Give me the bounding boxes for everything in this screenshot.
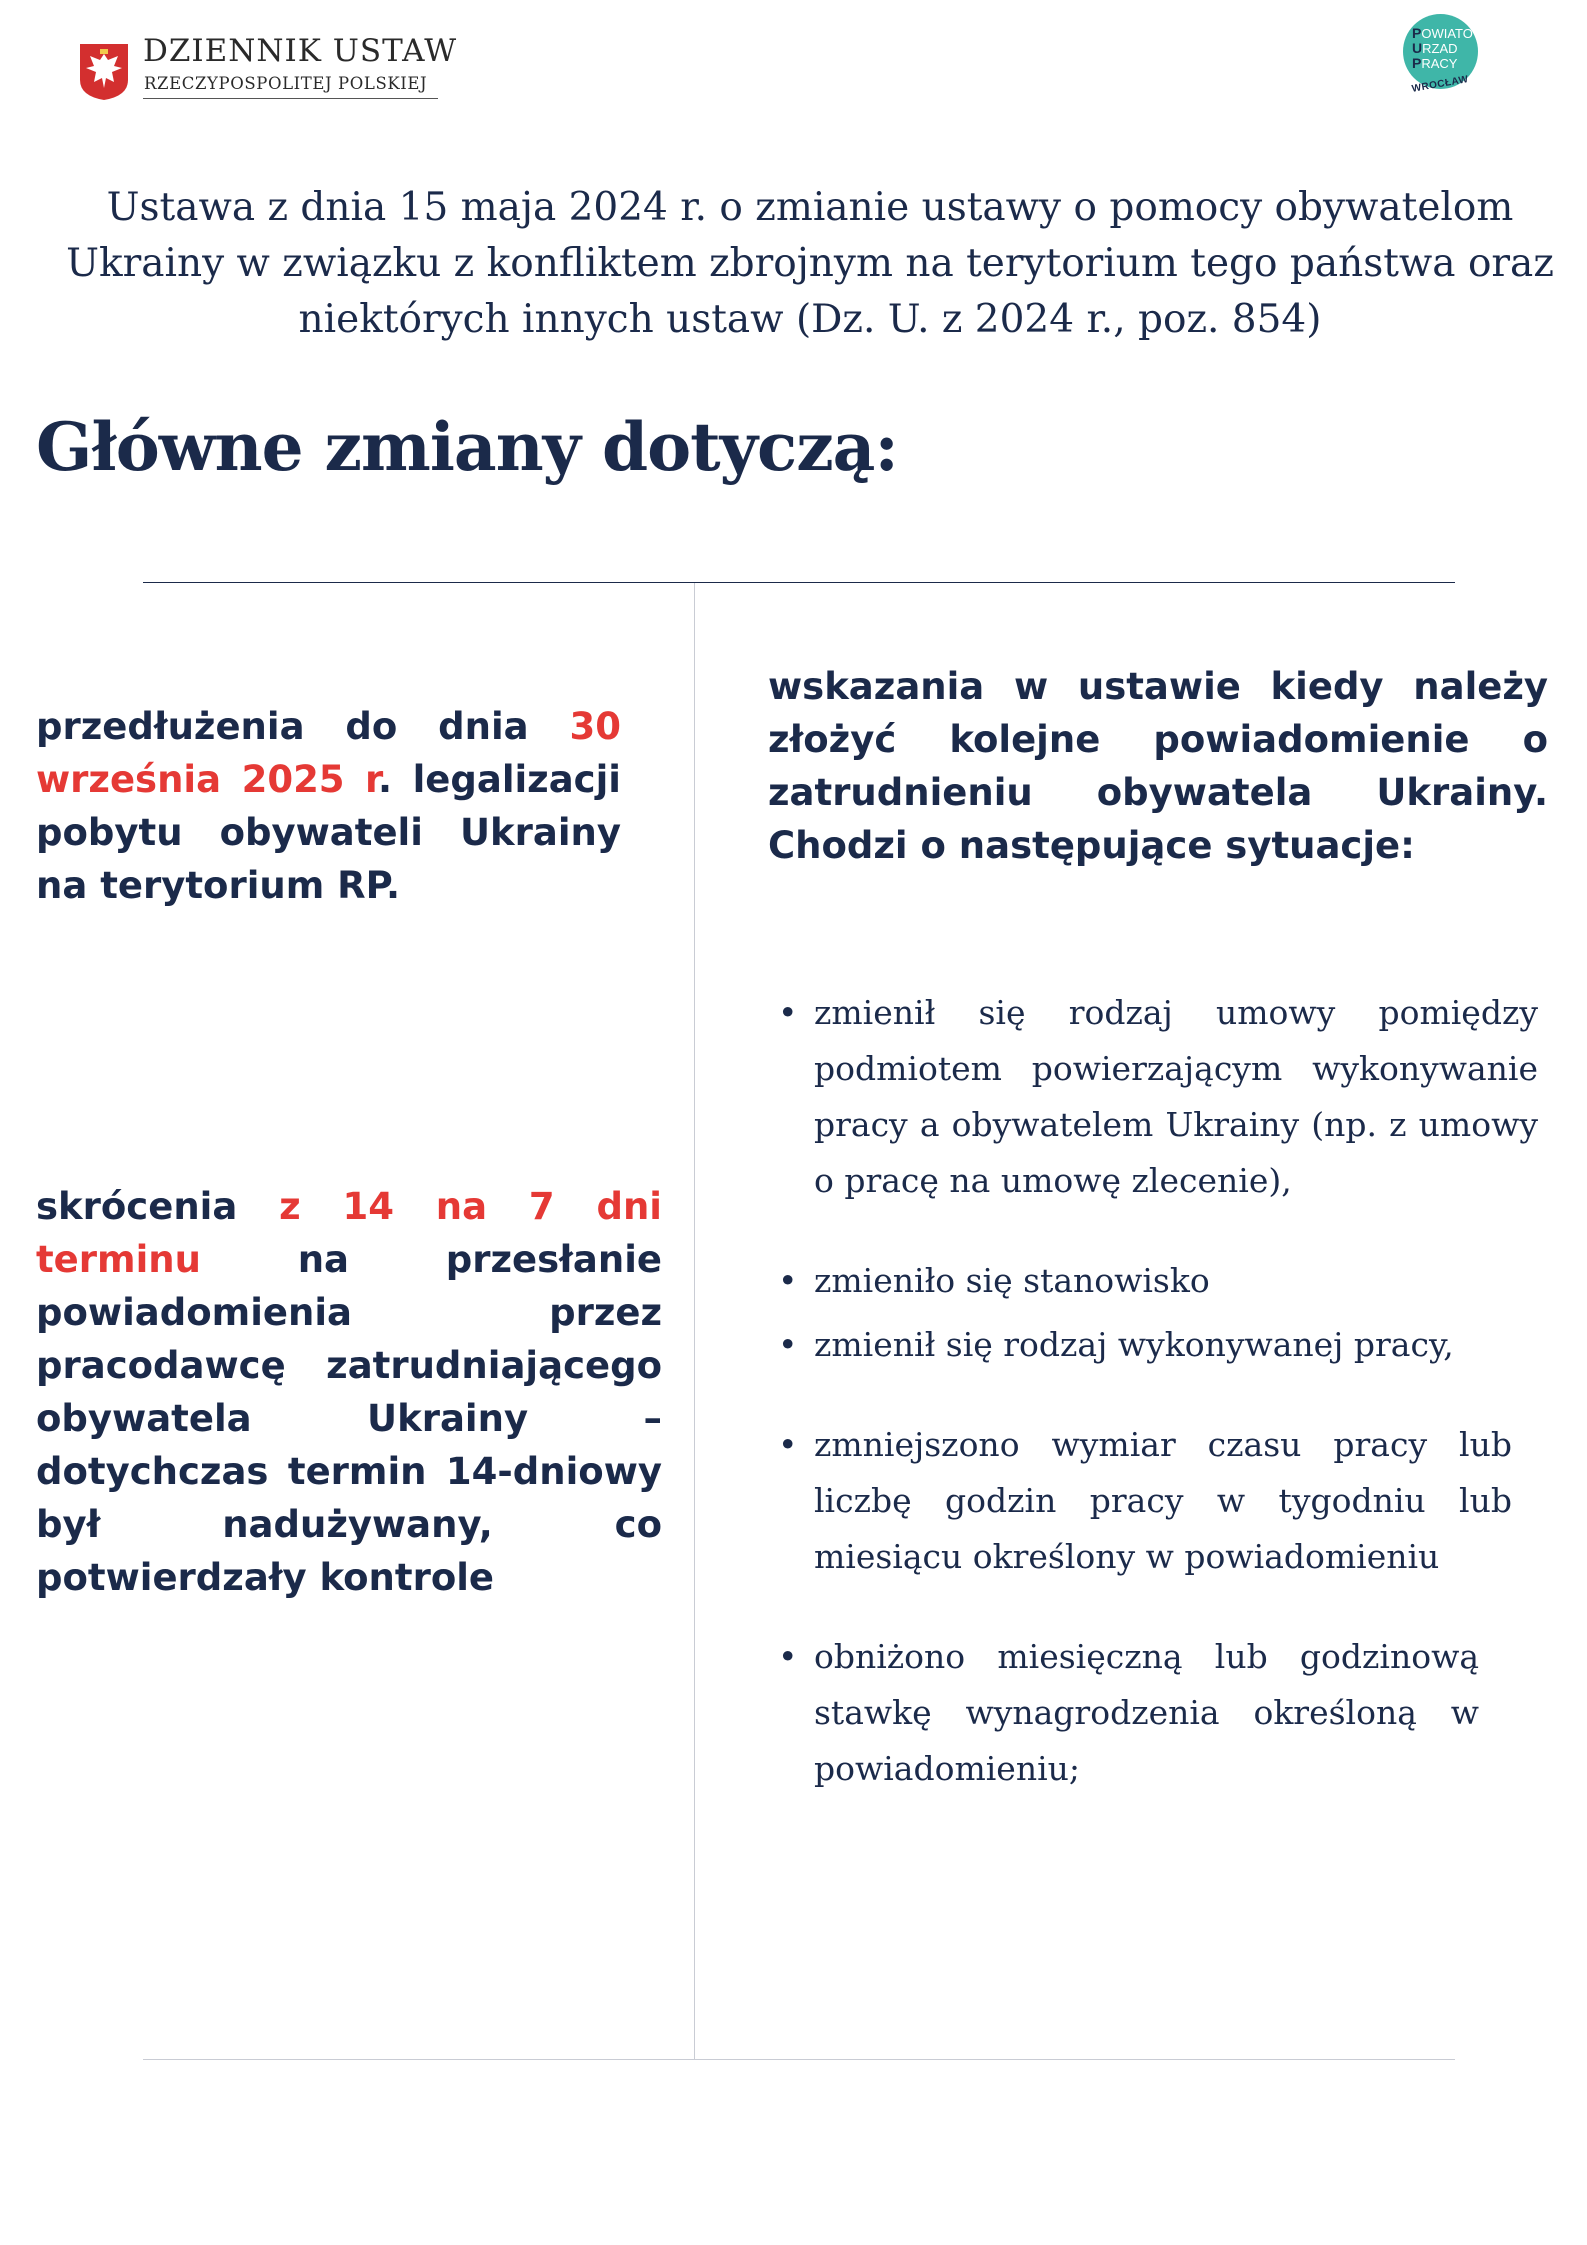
change-item-deadline-highlight: z 14 na 7 dni terminu (36, 1185, 662, 1281)
list-item: • zmienił się rodzaj wykonywanej pracy, (778, 1317, 1538, 1373)
change-item-deadline-text: skrócenia (36, 1185, 280, 1228)
change-item-extension-text: przedłużenia do dnia (36, 705, 570, 748)
office-logo-letter-3: P (1412, 55, 1422, 71)
bottom-divider (143, 2059, 1455, 2060)
list-item: • zmieniło się stanowisko (778, 1253, 1538, 1309)
office-logo-word-2: RZAD (1422, 41, 1458, 56)
office-logo-word-1: OWIATOWY (1421, 26, 1494, 41)
section-heading: Główne zmiany dotyczą: (36, 408, 898, 486)
office-logo-letter-2: U (1412, 40, 1423, 56)
publisher-title: DZIENNIK USTAW (143, 33, 458, 69)
situations-list (778, 985, 1538, 1797)
change-item-deadline-text-end: na przesłanie powiadomienia przez pracodawcę zatrudniającego obywatela Ukrainy – dotychczas termin 14-dniowy był nadużywany, co potwierdzały kontrole (36, 1238, 662, 1599)
list-item: • zmniejszono wymiar czasu pracy lub liczbę godzin pracy w tygodniu lub miesiącu określony w powiadomieniu (778, 1417, 1512, 1585)
change-item-notification: wskazania w ustawie kiedy należy złożyć kolejne powiadomienie o zatrudnieniu obywatela Ukrainy. Chodzi o następujące sytuacje: (768, 665, 1548, 867)
office-logo-city: WROCŁAW (1411, 74, 1470, 95)
list-item: • zmienił się rodzaj umowy pomiędzy podmiotem powierzającym wykonywanie pracy a obywatelem Ukrainy (np. z umowy o pracę na umowę zlecenie), (778, 985, 1538, 1209)
change-item-deadline (36, 1180, 662, 1604)
change-item-extension (36, 700, 621, 912)
top-divider (143, 582, 1455, 583)
office-logo-text (1412, 26, 1494, 71)
change-item-extension-highlight: 30 września 2025 r (36, 705, 621, 801)
office-logo-word-3: RACY (1421, 56, 1458, 71)
publisher-subtitle: RZECZYPOSPOLITEJ POLSKIEJ (144, 74, 428, 93)
list-item: • obniżono miesięczną lub godzinową stawkę wynagrodzenia określoną w powiadomieniu; (778, 1629, 1479, 1797)
office-logo-letter-1: P (1412, 25, 1422, 41)
document-title: Ustawa z dnia 15 maja 2024 r. o zmianie ustawy o pomocy obywatelom Ukrainy w związku z konfliktem zbrojnym na terytorium tego państwa oraz niektórych innych ustaw (Dz. U. z 2024 r., poz. 854) (66, 185, 1554, 342)
publisher-underline (143, 98, 438, 99)
change-item-extension-text-end: . legalizacji pobytu obywateli Ukrainy na terytorium RP. (36, 758, 621, 907)
coat-of-arms-icon (78, 42, 130, 102)
column-divider (694, 583, 695, 2059)
